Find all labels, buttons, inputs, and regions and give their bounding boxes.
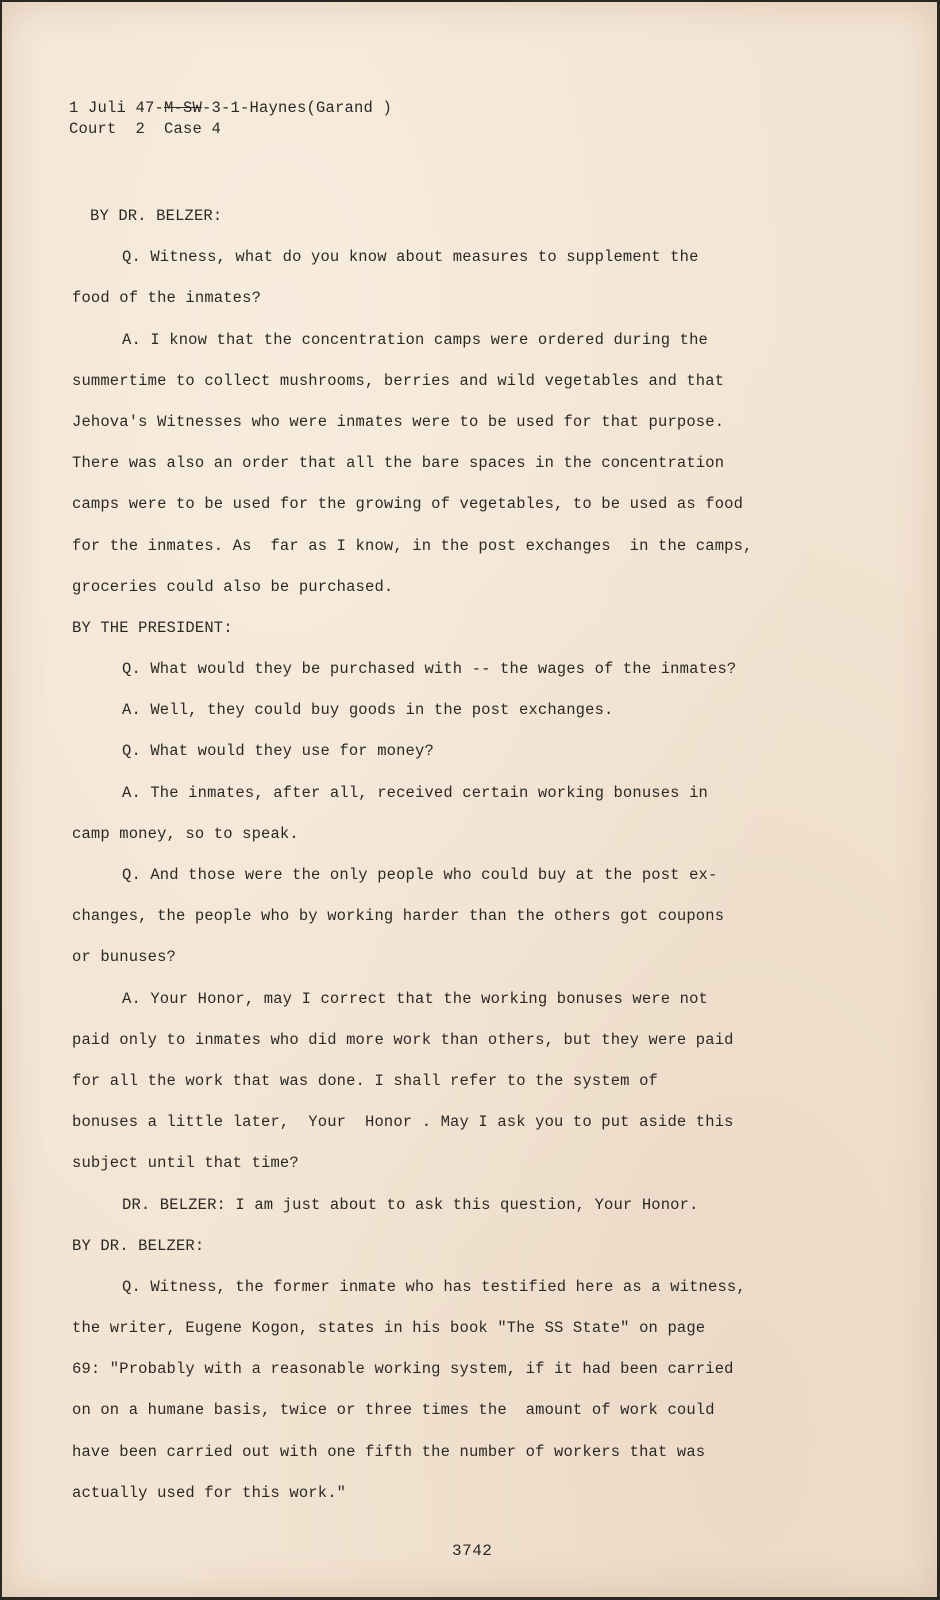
- transcript-line: A. The inmates, after all, received certain working bonuses in: [122, 783, 708, 802]
- transcript-line: DR. BELZER: I am just about to ask this question, Your Honor.: [122, 1195, 699, 1214]
- transcript-line: the writer, Eugene Kogon, states in his book "The SS State" on page: [72, 1319, 706, 1338]
- transcript-line: actually used for this work.": [72, 1483, 347, 1502]
- document-page: [2, 2, 937, 1597]
- transcript-line: A. Well, they could buy goods in the post exchanges.: [122, 701, 614, 720]
- header-reference: -3-1-Haynes(Garand ): [202, 99, 393, 117]
- transcript-line: Q. Witness, what do you know about measures to supplement the: [122, 248, 699, 267]
- header-date-prefix: 1 Juli 47-: [69, 99, 165, 117]
- transcript-line: Q. What would they be purchased with -- the wages of the inmates?: [122, 660, 737, 679]
- transcript-line: Jehova's Witnesses who were inmates were to be used for that purpose.: [72, 412, 725, 431]
- transcript-line: 69: "Probably with a reasonable working system, if it had been carried: [72, 1360, 734, 1379]
- header-line-1: [69, 98, 392, 119]
- transcript-line: There was also an order that all the bare spaces in the concentration: [72, 454, 725, 473]
- header-struck-text: M-SW: [164, 99, 203, 117]
- transcript-line: Q. And those were the only people who could buy at the post ex-: [122, 866, 718, 884]
- transcript-line: camps were to be used for the growing of vegetables, to be used as food: [72, 495, 744, 514]
- page-number: 3742: [452, 1542, 493, 1560]
- transcript-line: for all the work that was done. I shall refer to the system of: [72, 1071, 658, 1090]
- transcript-line: paid only to inmates who did more work than others, but they were paid: [72, 1030, 734, 1049]
- transcript-line: summertime to collect mushrooms, berries and wild vegetables and that: [72, 371, 725, 390]
- transcript-line: subject until that time?: [72, 1154, 299, 1173]
- transcript-line: Q. Witness, the former inmate who has testified here as a witness,: [122, 1277, 746, 1296]
- transcript-line: A. I know that the concentration camps were ordered during the: [122, 330, 708, 349]
- speaker-heading: BY THE PRESIDENT:: [72, 618, 233, 637]
- transcript-line: have been carried out with one fifth the number of workers that was: [72, 1442, 706, 1461]
- transcript-body: [72, 206, 832, 1524]
- transcript-line: A. Your Honor, may I correct that the working bonuses were not: [122, 989, 708, 1008]
- transcript-line: camp money, so to speak.: [72, 824, 299, 843]
- header-line-2: Court 2 Case 4: [69, 120, 222, 138]
- transcript-line: for the inmates. As far as I know, in the post exchanges in the camps,: [72, 536, 753, 555]
- transcript-line: Q. What would they use for money?: [122, 742, 434, 761]
- transcript-line: food of the inmates?: [72, 289, 262, 308]
- transcript-line: on on a humane basis, twice or three times the amount of work could: [72, 1401, 715, 1420]
- transcript-line: or bunuses?: [72, 948, 176, 967]
- document-header: [69, 98, 392, 140]
- transcript-line: changes, the people who by working harder than the others got coupons: [72, 907, 725, 926]
- speaker-heading: BY DR. BELZER:: [90, 207, 223, 225]
- transcript-line: groceries could also be purchased.: [72, 577, 394, 596]
- transcript-line: bonuses a little later, Your Honor . May I ask you to put aside this: [72, 1113, 734, 1132]
- speaker-heading: BY DR. BELZER:: [72, 1236, 205, 1255]
